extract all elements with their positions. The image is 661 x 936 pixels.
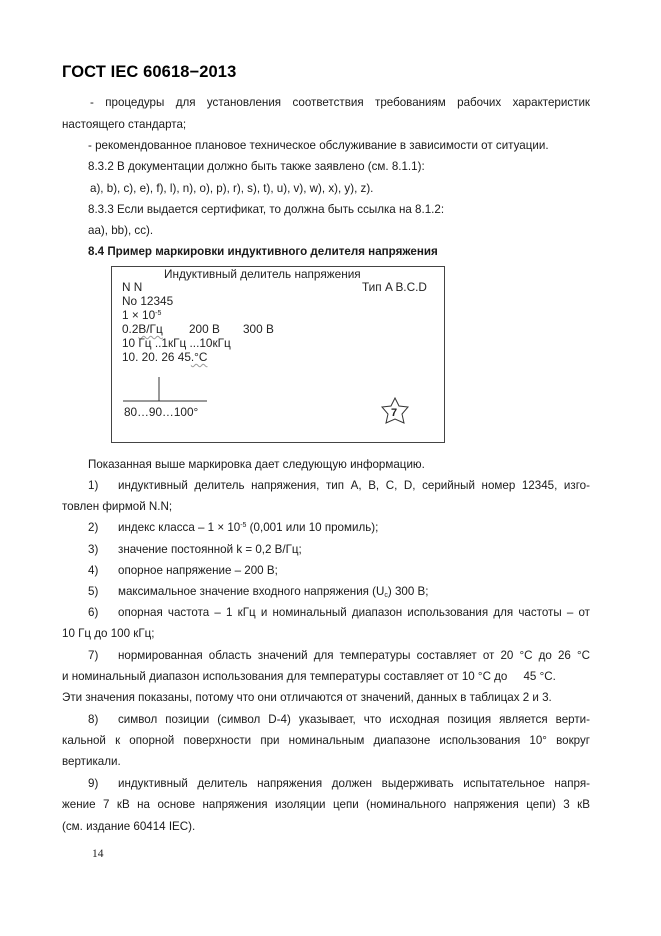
- document-header: ГОСТ IEC 60618−2013: [62, 63, 237, 81]
- class-index-base: 1 × 10: [122, 308, 156, 322]
- item-number: 7): [88, 649, 99, 662]
- item-number: 1): [88, 479, 99, 492]
- label-title: Индуктивный делитель напряжения: [164, 267, 361, 281]
- info-lead: Показанная выше маркировка дает следующую информацию.: [88, 458, 425, 471]
- info-item-8-line1: [88, 713, 590, 727]
- item-subscript: c: [384, 592, 388, 599]
- item-number: 9): [88, 777, 99, 790]
- label-class-index: [122, 309, 161, 322]
- info-item-2: [88, 521, 378, 535]
- label-max-voltage: 300 В: [243, 322, 274, 336]
- info-item-4: [88, 564, 278, 578]
- item-text: опорная частота – 1 кГц и номинальный диапазон использования для частоты – от: [118, 606, 590, 619]
- info-item-5: [88, 585, 429, 599]
- test-voltage-value: 7: [391, 407, 398, 419]
- item-text-after: ) 300 В;: [387, 585, 429, 598]
- constant-k-unit: В/Гц: [138, 322, 163, 336]
- item-text-after: (0,001 или 10 промиль);: [246, 521, 379, 534]
- info-item-8-line3: вертикали.: [62, 755, 121, 768]
- item-superscript: -5: [240, 522, 247, 529]
- label-temperature: [122, 351, 207, 364]
- info-item-6-line1: [88, 606, 590, 620]
- paragraph-procedures-line2: настоящего стандарта;: [62, 118, 187, 131]
- label-manufacturer: N N: [122, 280, 143, 294]
- info-item-1-line2: товлен фирмой N.N;: [62, 500, 173, 513]
- info-item-9-line3: (см. издание 60414 IEC).: [62, 820, 196, 833]
- class-index-exponent: -5: [155, 310, 162, 317]
- constant-k-value: 0.2: [122, 322, 139, 336]
- item-text: символ позиции (символ D-4) указывает, что исходная позиция является верти-: [118, 713, 590, 726]
- temp-values: 10. 20. 26 45: [122, 350, 191, 364]
- item-text-before: максимальное значение входного напряжения (U: [118, 585, 385, 598]
- marking-label-box: [111, 266, 445, 443]
- item-text: опорное напряжение – 200 В;: [118, 564, 278, 577]
- page-number: 14: [92, 848, 104, 860]
- info-item-1-line1: [88, 479, 590, 493]
- info-item-8-line2: кальной к опорной поверхности при номинальным диапазоне использования 10° вокруг: [62, 734, 590, 747]
- item-text: значение постоянной k = 0,2 В/Гц;: [118, 543, 302, 556]
- info-item-9-line2: жение 7 кВ на основе напряжения изоляции цепи (номинального напряжения цепи) 3 кВ: [62, 798, 590, 811]
- paragraph-items-list: a), b), c), e), f), l), n), o), p), r), s), t), u), v), w), x), y), z).: [90, 182, 374, 195]
- info-item-7-line3: Эти значения показаны, потому что они отличаются от значений, данных в таблицах 2 и 3.: [62, 691, 552, 704]
- temp-unit: .°С: [190, 350, 208, 364]
- info-item-9-line1: [88, 777, 590, 791]
- item-text-before: индекс класса – 1 × 10: [118, 521, 241, 534]
- item-number: 2): [88, 521, 99, 534]
- item-number: 8): [88, 713, 99, 726]
- item-number: 6): [88, 606, 99, 619]
- paragraph-cert-items: aa), bb), cc).: [88, 224, 154, 237]
- label-constant-k: [122, 323, 163, 336]
- info-item-7-line1: [88, 649, 590, 663]
- item-text: индуктивный делитель напряжения должен выдерживать испытательное напря-: [118, 777, 590, 790]
- label-type: Тип A B.C.D: [362, 280, 427, 294]
- label-ref-voltage: 200 В: [189, 322, 220, 336]
- paragraph-8-3-2: 8.3.2 В документации должно быть также заявлено (см. 8.1.1):: [88, 160, 425, 173]
- item-text: индуктивный делитель напряжения, тип A, B, C, D, серийный номер 12345, изго-: [118, 479, 590, 492]
- label-serial: No 12345: [122, 294, 174, 308]
- paragraph-procedures-line1: - процедуры для установления соответствия требованиям рабочих характеристик: [90, 96, 590, 109]
- section-heading-8-4: 8.4 Пример маркировки индуктивного делителя напряжения: [88, 245, 438, 258]
- paragraph-8-3-3: 8.3.3 Если выдается сертификат, то должна быть ссылка на 8.1.2:: [88, 203, 445, 216]
- item-number: 4): [88, 564, 99, 577]
- info-item-6-line2: 10 Гц до 100 кГц;: [62, 627, 155, 640]
- paragraph-maintenance: - рекомендованное плановое техническое обслуживание в зависимости от ситуации.: [88, 139, 549, 152]
- item-number: 5): [88, 585, 99, 598]
- label-frequency-range: 10 Гц ..1кГц ...10кГц: [122, 336, 231, 350]
- position-symbol-icon: [122, 377, 212, 407]
- info-item-3: [88, 543, 302, 557]
- label-position-range: 80…90…100°: [124, 405, 199, 419]
- item-number: 3): [88, 543, 99, 556]
- info-item-7-line2: и номинальный диапазон использования для температуры составляет от 10 °C до 45 °C.: [62, 670, 556, 683]
- item-text: нормированная область значений для температуры составляет от 20 °C до 26 °C: [118, 649, 590, 662]
